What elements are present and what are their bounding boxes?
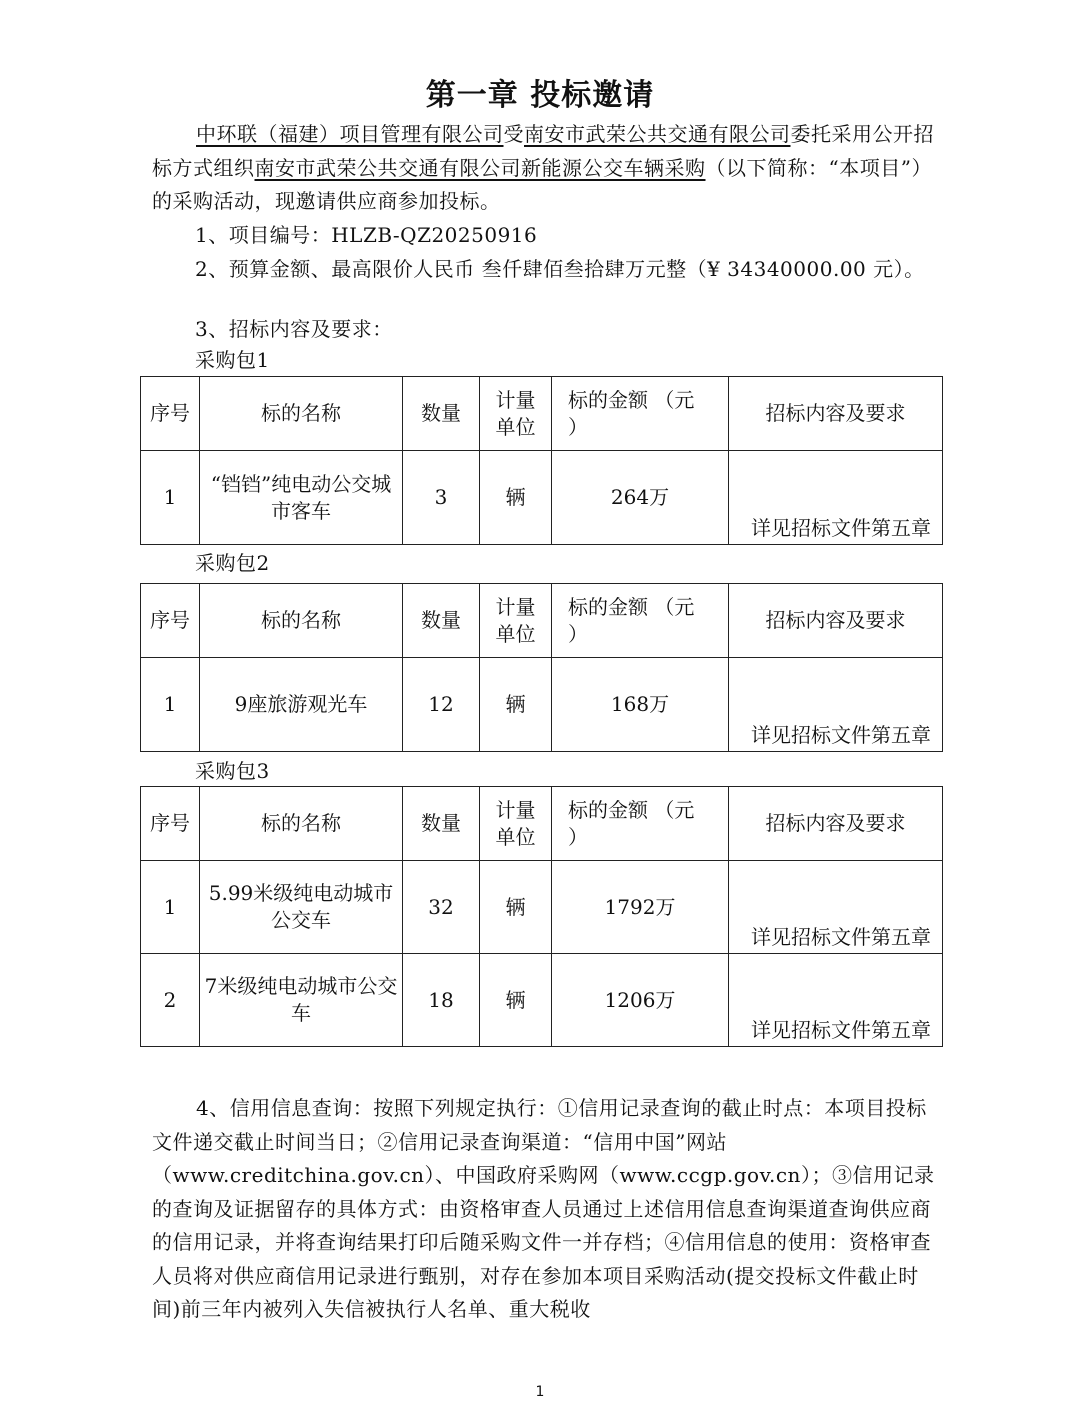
header-req: 招标内容及要求 bbox=[729, 584, 943, 658]
row-amount: 1792万 bbox=[552, 861, 729, 954]
header-qty: 数量 bbox=[403, 584, 480, 658]
row-unit: 辆 bbox=[480, 954, 552, 1047]
row-unit: 辆 bbox=[480, 861, 552, 954]
row-qty: 3 bbox=[403, 451, 480, 545]
package-2-label: 采购包2 bbox=[195, 551, 270, 575]
row-name: 5.99米级纯电动城市公交车 bbox=[200, 861, 403, 954]
header-name: 标的名称 bbox=[200, 584, 403, 658]
table-header-row bbox=[141, 377, 943, 451]
row-amount: 168万 bbox=[552, 658, 729, 752]
header-req: 招标内容及要求 bbox=[729, 377, 943, 451]
row-req: 详见招标文件第五章 bbox=[729, 861, 943, 954]
page-number: 1 bbox=[535, 1384, 545, 1400]
credit-inquiry-paragraph: 4、信用信息查询：按照下列规定执行：①信用记录查询的截止时点：本项目投标文件递交截止时间当日；②信用记录查询渠道：“信用中国”网站（www.creditchina.gov.cn）、中国政府采购网（www.ccgp.gov.cn）；③信用记录的查询及证据留存的具体方式：由资格审查人员通过上述信用信息查询渠道查询供应商的信用记录，并将查询结果打印后随采购文件一并存档；④信用信息的使用：资格审查人员将对供应商信用记录进行甄别，对存在参加本项目采购活动(提交投标文件截止时间)前三年内被列入失信被执行人名单、重大税收 bbox=[152, 1096, 935, 1321]
row-seq: 1 bbox=[141, 451, 200, 545]
header-qty: 数量 bbox=[403, 787, 480, 861]
row-req: 详见招标文件第五章 bbox=[729, 954, 943, 1047]
header-amount: 标的金额 （元 ） bbox=[552, 377, 729, 451]
header-amount: 标的金额 （元 ） bbox=[552, 787, 729, 861]
row-qty: 12 bbox=[403, 658, 480, 752]
row-name: 7米级纯电动城市公交车 bbox=[200, 954, 403, 1047]
row-name: 9座旅游观光车 bbox=[200, 658, 403, 752]
row-seq: 1 bbox=[141, 861, 200, 954]
row-unit: 辆 bbox=[480, 451, 552, 545]
header-qty: 数量 bbox=[403, 377, 480, 451]
row-req: 详见招标文件第五章 bbox=[729, 451, 943, 545]
table-row bbox=[141, 451, 943, 545]
intro-text-3: （以下简称：“本项目”）的采购活动，现邀请供应商参加投标。 bbox=[152, 155, 932, 213]
package-3-table bbox=[140, 786, 943, 1047]
table-header-row bbox=[141, 584, 943, 658]
table-row bbox=[141, 954, 943, 1047]
table-row bbox=[141, 861, 943, 954]
project-name: 南安市武荣公共交通有限公司新能源公交车辆采购 bbox=[254, 155, 706, 180]
package-3-label: 采购包3 bbox=[195, 759, 270, 783]
row-name: “铛铛”纯电动公交城市客车 bbox=[200, 451, 403, 545]
header-seq: 序号 bbox=[141, 377, 200, 451]
agency-name: 中环联（福建）项目管理有限公司 bbox=[196, 122, 504, 146]
header-req: 招标内容及要求 bbox=[729, 787, 943, 861]
budget-text: 2、预算金额、最高限价人民币 叁仟肆佰叁拾肆万元整（¥ 34340000.00 元）。 bbox=[195, 257, 925, 281]
table-row bbox=[141, 658, 943, 752]
package-1-label: 采购包1 bbox=[195, 348, 270, 372]
header-name: 标的名称 bbox=[200, 377, 403, 451]
package-2-table bbox=[140, 583, 943, 752]
row-amount: 1206万 bbox=[552, 954, 729, 1047]
intro-text-2: 委托采用公开招标方式组织 bbox=[152, 122, 934, 180]
chapter-title: 第一章 投标邀请 bbox=[425, 78, 655, 113]
row-req: 详见招标文件第五章 bbox=[729, 658, 943, 752]
row-seq: 1 bbox=[141, 658, 200, 752]
header-seq: 序号 bbox=[141, 584, 200, 658]
client-name: 南安市武荣公共交通有限公司 bbox=[524, 122, 791, 146]
table-header-row bbox=[141, 787, 943, 861]
row-amount: 264万 bbox=[552, 451, 729, 545]
row-seq: 2 bbox=[141, 954, 200, 1047]
intro-paragraph bbox=[152, 118, 942, 219]
row-qty: 32 bbox=[403, 861, 480, 954]
header-unit: 计量 单位 bbox=[480, 584, 552, 658]
intro-text-1: 受 bbox=[503, 122, 524, 146]
header-unit: 计量 单位 bbox=[480, 787, 552, 861]
project-number: 1、项目编号：HLZB-QZ20250916 bbox=[195, 223, 538, 247]
header-name: 标的名称 bbox=[200, 787, 403, 861]
header-seq: 序号 bbox=[141, 787, 200, 861]
package-1-table bbox=[140, 376, 943, 545]
row-unit: 辆 bbox=[480, 658, 552, 752]
budget-amount bbox=[152, 254, 942, 284]
header-amount: 标的金额 （元 ） bbox=[552, 584, 729, 658]
row-qty: 18 bbox=[403, 954, 480, 1047]
header-unit: 计量 单位 bbox=[480, 377, 552, 451]
tender-content-heading: 3、招标内容及要求： bbox=[195, 317, 393, 341]
